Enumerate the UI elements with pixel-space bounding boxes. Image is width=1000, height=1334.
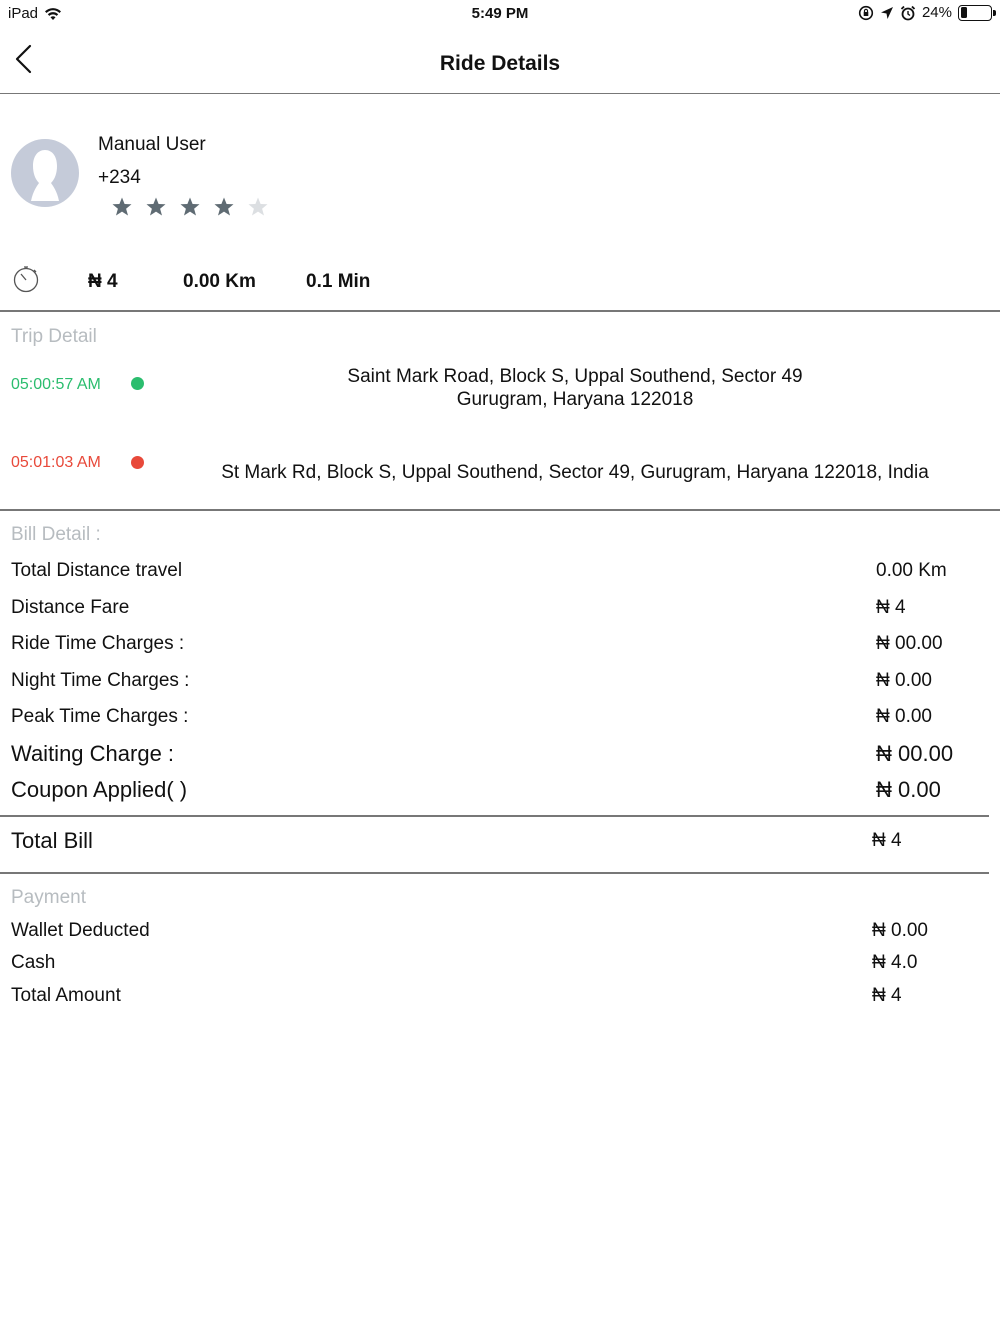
alarm-icon [900,5,916,21]
divider [0,509,1000,511]
bill-row-value: ₦ 4 [876,597,906,618]
star-filled-icon [212,195,236,219]
battery-icon [958,5,992,21]
bill-row-value: ₦ 0.00 [876,706,932,727]
avatar [11,139,79,207]
divider [0,310,1000,312]
star-filled-icon [110,195,134,219]
bill-row-label: Coupon Applied( ) [11,777,188,802]
battery-percent: 24% [921,4,952,21]
payment-row-value: ₦ 4.0 [872,952,918,973]
payment-row-label: Cash [11,952,56,973]
bill-row-label: Total Distance travel [11,560,183,581]
status-right [858,4,992,21]
payment-row-value: ₦ 4 [872,985,902,1006]
bill-row-label: Peak Time Charges : [11,706,189,727]
total-bill-value: ₦ 4 [872,830,902,851]
stopwatch-icon [12,265,40,293]
bill-row-label: Waiting Charge : [11,741,175,766]
bill-row-value: ₦ 00.00 [876,633,943,654]
bill-row-value: ₦ 0.00 [876,777,941,802]
page-title: Ride Details [439,52,561,75]
total-bill-label: Total Bill [11,828,93,853]
payment-title: Payment [11,887,86,908]
status-time: 5:49 PM [471,5,529,22]
star-filled-icon [144,195,168,219]
star-filled-icon [178,195,202,219]
dropoff-time: 05:01:03 AM [11,454,101,471]
rider-phone: +234 [98,167,141,188]
payment-row-label: Wallet Deducted [11,920,150,941]
bill-row-value: 0.00 Km [876,560,947,581]
nav-bar [0,28,1000,94]
summary-distance: 0.00 Km [183,271,256,292]
orientation-lock-icon [858,5,874,21]
summary-fare: ₦ 4 [88,271,118,292]
status-bar [0,0,1000,28]
pickup-time: 05:00:57 AM [11,376,101,393]
pickup-address-line2: Gurugram, Haryana 122018 [456,389,694,410]
pickup-address-line1: Saint Mark Road, Block S, Uppal Southend, Sector 49 [347,366,803,387]
summary-duration: 0.1 Min [306,271,371,292]
payment-row-label: Total Amount [11,985,121,1006]
divider [0,872,989,874]
trip-detail-title: Trip Detail [11,326,97,347]
dropoff-dot-icon [131,456,144,469]
battery-level [961,7,968,18]
dropoff-address: St Mark Rd, Block S, Uppal Southend, Sector 49, Gurugram, Haryana 122018, India [221,462,929,483]
bill-row-label: Ride Time Charges : [11,633,185,654]
bill-row-label: Distance Fare [11,597,130,618]
bill-row-label: Night Time Charges : [11,670,190,691]
pickup-address [175,365,975,411]
rider-rating [110,195,270,219]
bill-detail-title: Bill Detail : [11,524,101,545]
bill-row-value: ₦ 0.00 [876,670,932,691]
payment-row-value: ₦ 0.00 [872,920,928,941]
bill-row-value: ₦ 00.00 [876,741,954,766]
rider-name: Manual User [98,134,206,155]
pickup-dot-icon [131,377,144,390]
location-arrow-icon [880,6,894,20]
divider [0,815,989,817]
device-label: iPad [8,5,39,22]
user-placeholder-icon [11,139,79,207]
star-empty-icon [246,195,270,219]
